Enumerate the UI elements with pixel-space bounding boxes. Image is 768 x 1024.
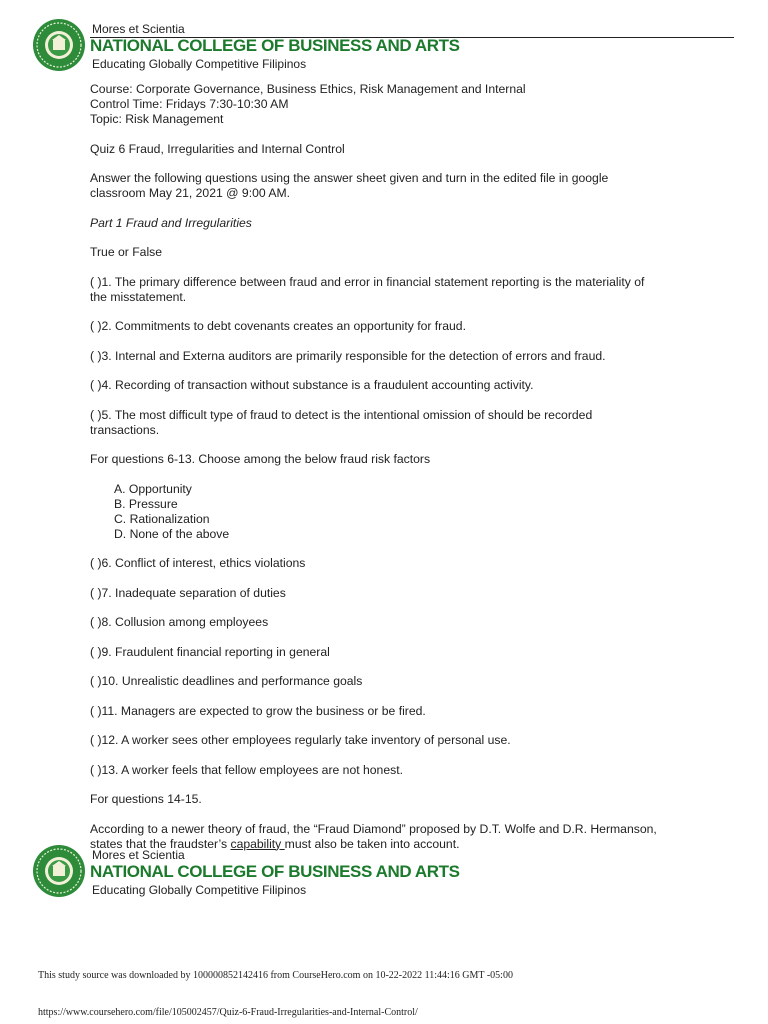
diamond-line-2-pre: states that the fraudster’s bbox=[90, 836, 231, 851]
college-name: NATIONAL COLLEGE OF BUSINESS AND ARTS bbox=[90, 862, 460, 881]
question-6: ( )6. Conflict of interest, ethics violations bbox=[90, 556, 306, 570]
college-header-repeat bbox=[0, 840, 768, 900]
question-11: ( )11. Managers are expected to grow the business or be fired. bbox=[90, 703, 426, 718]
question-12: ( )12. A worker sees other employees regularly take inventory of personal use. bbox=[90, 733, 511, 747]
choice-b: B. Pressure bbox=[114, 496, 178, 511]
college-header bbox=[0, 14, 768, 74]
question-5-line-2: transactions. bbox=[90, 422, 160, 437]
question-7: ( )7. Inadequate separation of duties bbox=[90, 585, 286, 600]
college-name: NATIONAL COLLEGE OF BUSINESS AND ARTS bbox=[90, 36, 460, 55]
college-motto: Mores et Scientia bbox=[92, 848, 185, 862]
choice-a: A. Opportunity bbox=[114, 481, 192, 496]
question-1-line-1: ( )1. The primary difference between fraud and error in financial statement reporting is the materiality of bbox=[90, 274, 645, 289]
instructions-line-2: classroom May 21, 2021 @ 9:00 AM. bbox=[90, 186, 291, 200]
topic-line: Topic: Risk Management bbox=[90, 112, 224, 126]
download-source-note: This study source was downloaded by 100000852142416 from CourseHero.com on 10-22-2022 11:44:16 GMT -05:00 bbox=[38, 970, 513, 981]
choice-c: C. Rationalization bbox=[114, 511, 210, 526]
diamond-line-2-post: must also be taken into account. bbox=[284, 836, 460, 851]
question-3: ( )3. Internal and Externa auditors are primarily responsible for the detection of errors and fraud. bbox=[90, 348, 606, 363]
document-body bbox=[90, 82, 690, 852]
college-motto: Mores et Scientia bbox=[92, 22, 185, 36]
q14-intro: For questions 14-15. bbox=[90, 792, 202, 806]
question-8: ( )8. Collusion among employees bbox=[90, 615, 269, 629]
question-5-line-1: ( )5. The most difficult type of fraud to detect is the intentional omission of should be recorded bbox=[90, 407, 593, 422]
college-seal-icon bbox=[32, 844, 86, 898]
question-4: ( )4. Recording of transaction without substance is a fraudulent accounting activity. bbox=[90, 378, 534, 392]
diamond-line-1: According to a newer theory of fraud, the “Fraud Diamond” proposed by D.T. Wolfe and D.R. Hermanson, bbox=[90, 821, 657, 836]
college-tagline: Educating Globally Competitive Filipinos bbox=[92, 57, 307, 71]
capability-underlined: capability bbox=[230, 836, 285, 851]
college-tagline: Educating Globally Competitive Filipinos bbox=[92, 883, 307, 897]
part1-title: Part 1 Fraud and Irregularities bbox=[90, 215, 252, 230]
source-url: https://www.coursehero.com/file/105002457/Quiz-6-Fraud-Irregularities-and-Internal-Control/ bbox=[38, 1007, 418, 1018]
choice-d: D. None of the above bbox=[114, 526, 230, 541]
question-13: ( )13. A worker feels that fellow employees are not honest. bbox=[90, 762, 403, 777]
college-seal-icon bbox=[32, 18, 86, 72]
question-9: ( )9. Fraudulent financial reporting in general bbox=[90, 644, 330, 659]
question-2: ( )2. Commitments to debt covenants creates an opportunity for fraud. bbox=[90, 319, 466, 333]
question-1-line-2: the misstatement. bbox=[90, 289, 187, 304]
quiz-title: Quiz 6 Fraud, Irregularities and Internal Control bbox=[90, 141, 345, 156]
question-10: ( )10. Unrealistic deadlines and performance goals bbox=[90, 674, 363, 688]
true-false-label: True or False bbox=[90, 245, 163, 259]
factors-intro: For questions 6-13. Choose among the below fraud risk factors bbox=[90, 452, 431, 466]
course-line: Course: Corporate Governance, Business Ethics, Risk Management and Internal bbox=[90, 82, 526, 96]
instructions-line-1: Answer the following questions using the answer sheet given and turn in the edited file in google bbox=[90, 171, 609, 185]
time-line: Control Time: Fridays 7:30-10:30 AM bbox=[90, 97, 289, 111]
choice-list bbox=[90, 482, 690, 542]
